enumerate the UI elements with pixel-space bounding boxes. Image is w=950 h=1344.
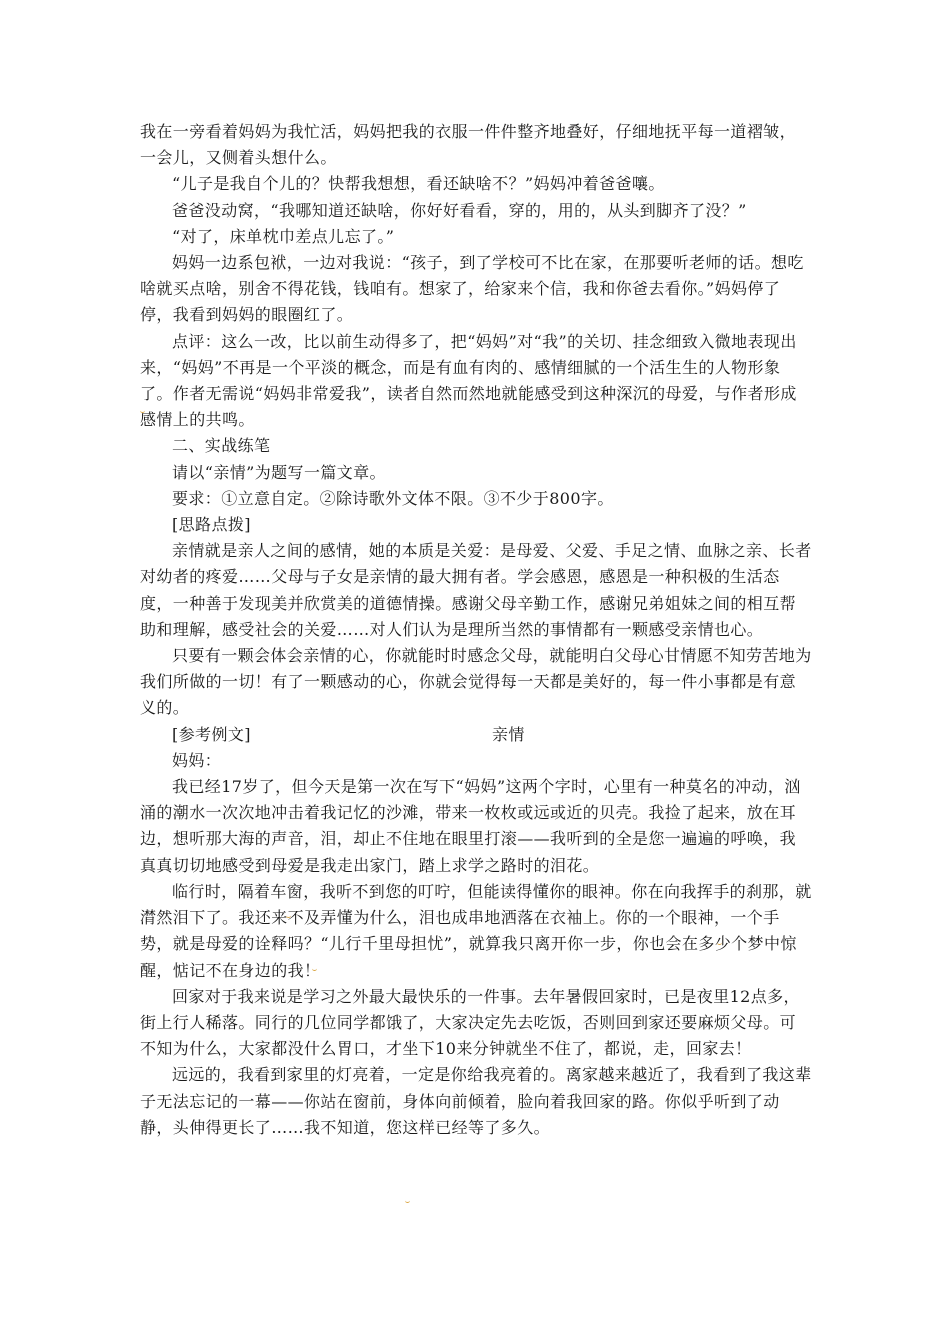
edit-mark	[405, 1198, 410, 1203]
document-body	[140, 119, 812, 1141]
essay-paragraph: 回家对于我来说是学习之外最大最快乐的一件事。去年暑假回家时，已是夜里12点多，街上行人稀落。同行的几位同学都饿了，大家决定先去吃饭，否则回到家还要麻烦父母。可不知为什么，大家都没什么胃口，才坐下10来分钟就坐不住了，都说，走，回家去！	[140, 986, 800, 1059]
paragraph: 请以“亲情”为题写一篇文章。	[172, 462, 386, 482]
essay-paragraph: 远远的，我看到家里的灯亮着，一定是你给我亮着的。离家越来越近了，我看到了我这辈子无法忘记的一幕——你站在窗前，身体向前倾着，脸向着我回家的路。你似乎听到了动静，头伸得更长了……我不知道，您这样已经等了多久。	[140, 1065, 812, 1137]
paragraph: “对了，床单枕巾差点儿忘了。”	[172, 226, 395, 246]
essay-paragraph: 临行时，隔着车窗，我听不到您的叮咛，但能读得懂你的眼神。你在向我挥手的刹那，就潸然泪下了。我还来不及弄懂为什么，泪也成串地洒落在衣袖上。你的一个眼神，一个手势，就是母爱的诠释吗？“儿行千里母担忧”，就算我只离开你一步，你也会在多少个梦中惊醒，惦记不在身边的我！	[140, 881, 812, 980]
edit-mark	[312, 966, 317, 971]
subsection-label: [思路点拨]	[172, 515, 251, 535]
essay-title: 亲情	[492, 724, 525, 744]
edit-mark	[286, 913, 291, 918]
paragraph: “儿子是我自个儿的？快帮我想想，看还缺啥不？”妈妈冲着爸爸嚷。	[172, 174, 665, 194]
paragraph: 爸爸没动窝，“我哪知道还缺啥，你好好看看，穿的，用的，从头到脚齐了没？”	[172, 200, 747, 220]
requirements: 要求：①立意自定。②除诗歌外文体不限。③不少于800字。	[172, 488, 614, 508]
commentary-paragraph: 点评：这么一改，比以前生动得多了，把“妈妈”对“我”的关切、挂念细致入微地表现出来，“妈妈”不再是一个平淡的概念，而是有血有肉的、感情细腻的一个活生生的人物形象了。作者无需说“妈妈非常爱我”，读者自然而然地就能感受到这种深沉的母爱，与作者形成感情上的共鸣。	[140, 331, 797, 430]
paragraph: 只要有一颗会体会亲情的心，你就能时时感念父母，就能明白父母心甘情愿不知劳苦地为我们所做的一切！有了一颗感动的心，你就会觉得每一天都是美好的，每一件小事都是有意义的。	[140, 646, 812, 718]
reference-label: [参考例文]	[172, 724, 251, 744]
edit-mark	[717, 940, 722, 945]
section-heading: 二、实战练笔	[172, 436, 271, 456]
essay-salutation: 妈妈：	[172, 750, 222, 770]
essay-paragraph: 我已经17岁了，但今天是第一次在写下“妈妈”这两个字时，心里有一种莫名的冲动，汹涌的潮水一次次地冲击着我记忆的沙滩，带来一枚枚或远或近的贝壳。我捡了起来，放在耳边，想听那大海的声音，泪，却止不住地在眼里打滚——我听到的全是您一遍遍的呼唤，我真真切切地感受到母爱是我走出家门，踏上求学之路时的泪花。	[140, 777, 801, 875]
paragraph: 亲情就是亲人之间的感情，她的本质是关爱：是母爱、父爱、手足之情、血脉之亲、长者对幼者的疼爱……父母与子女是亲情的最大拥有者。学会感恩，感恩是一种积极的生活态度，一种善于发现美并欣赏美的道德情操。感谢父母辛勤工作，感谢兄弟姐妹之间的相互帮助和理解，感受社会的关爱……对人们认为是理所当然的事情都有一颗感受亲情也心。	[140, 541, 812, 639]
paragraph: 我在一旁看着妈妈为我忙活，妈妈把我的衣服一件件整齐地叠好，仔细地抚平每一道褶皱，一会儿，又侧着头想什么。	[140, 122, 797, 168]
reference-essay-header	[140, 722, 812, 748]
paragraph: 妈妈一边系包袱，一边对我说：“孩子，到了学校可不比在家，在那要听老师的话。想吃啥就买点啥，别舍不得花钱，钱咱有。想家了，给家来个信，我和你爸去看你。”妈妈停了停，我看到妈妈的眼圈红了。	[140, 253, 804, 325]
edit-mark	[140, 408, 145, 413]
